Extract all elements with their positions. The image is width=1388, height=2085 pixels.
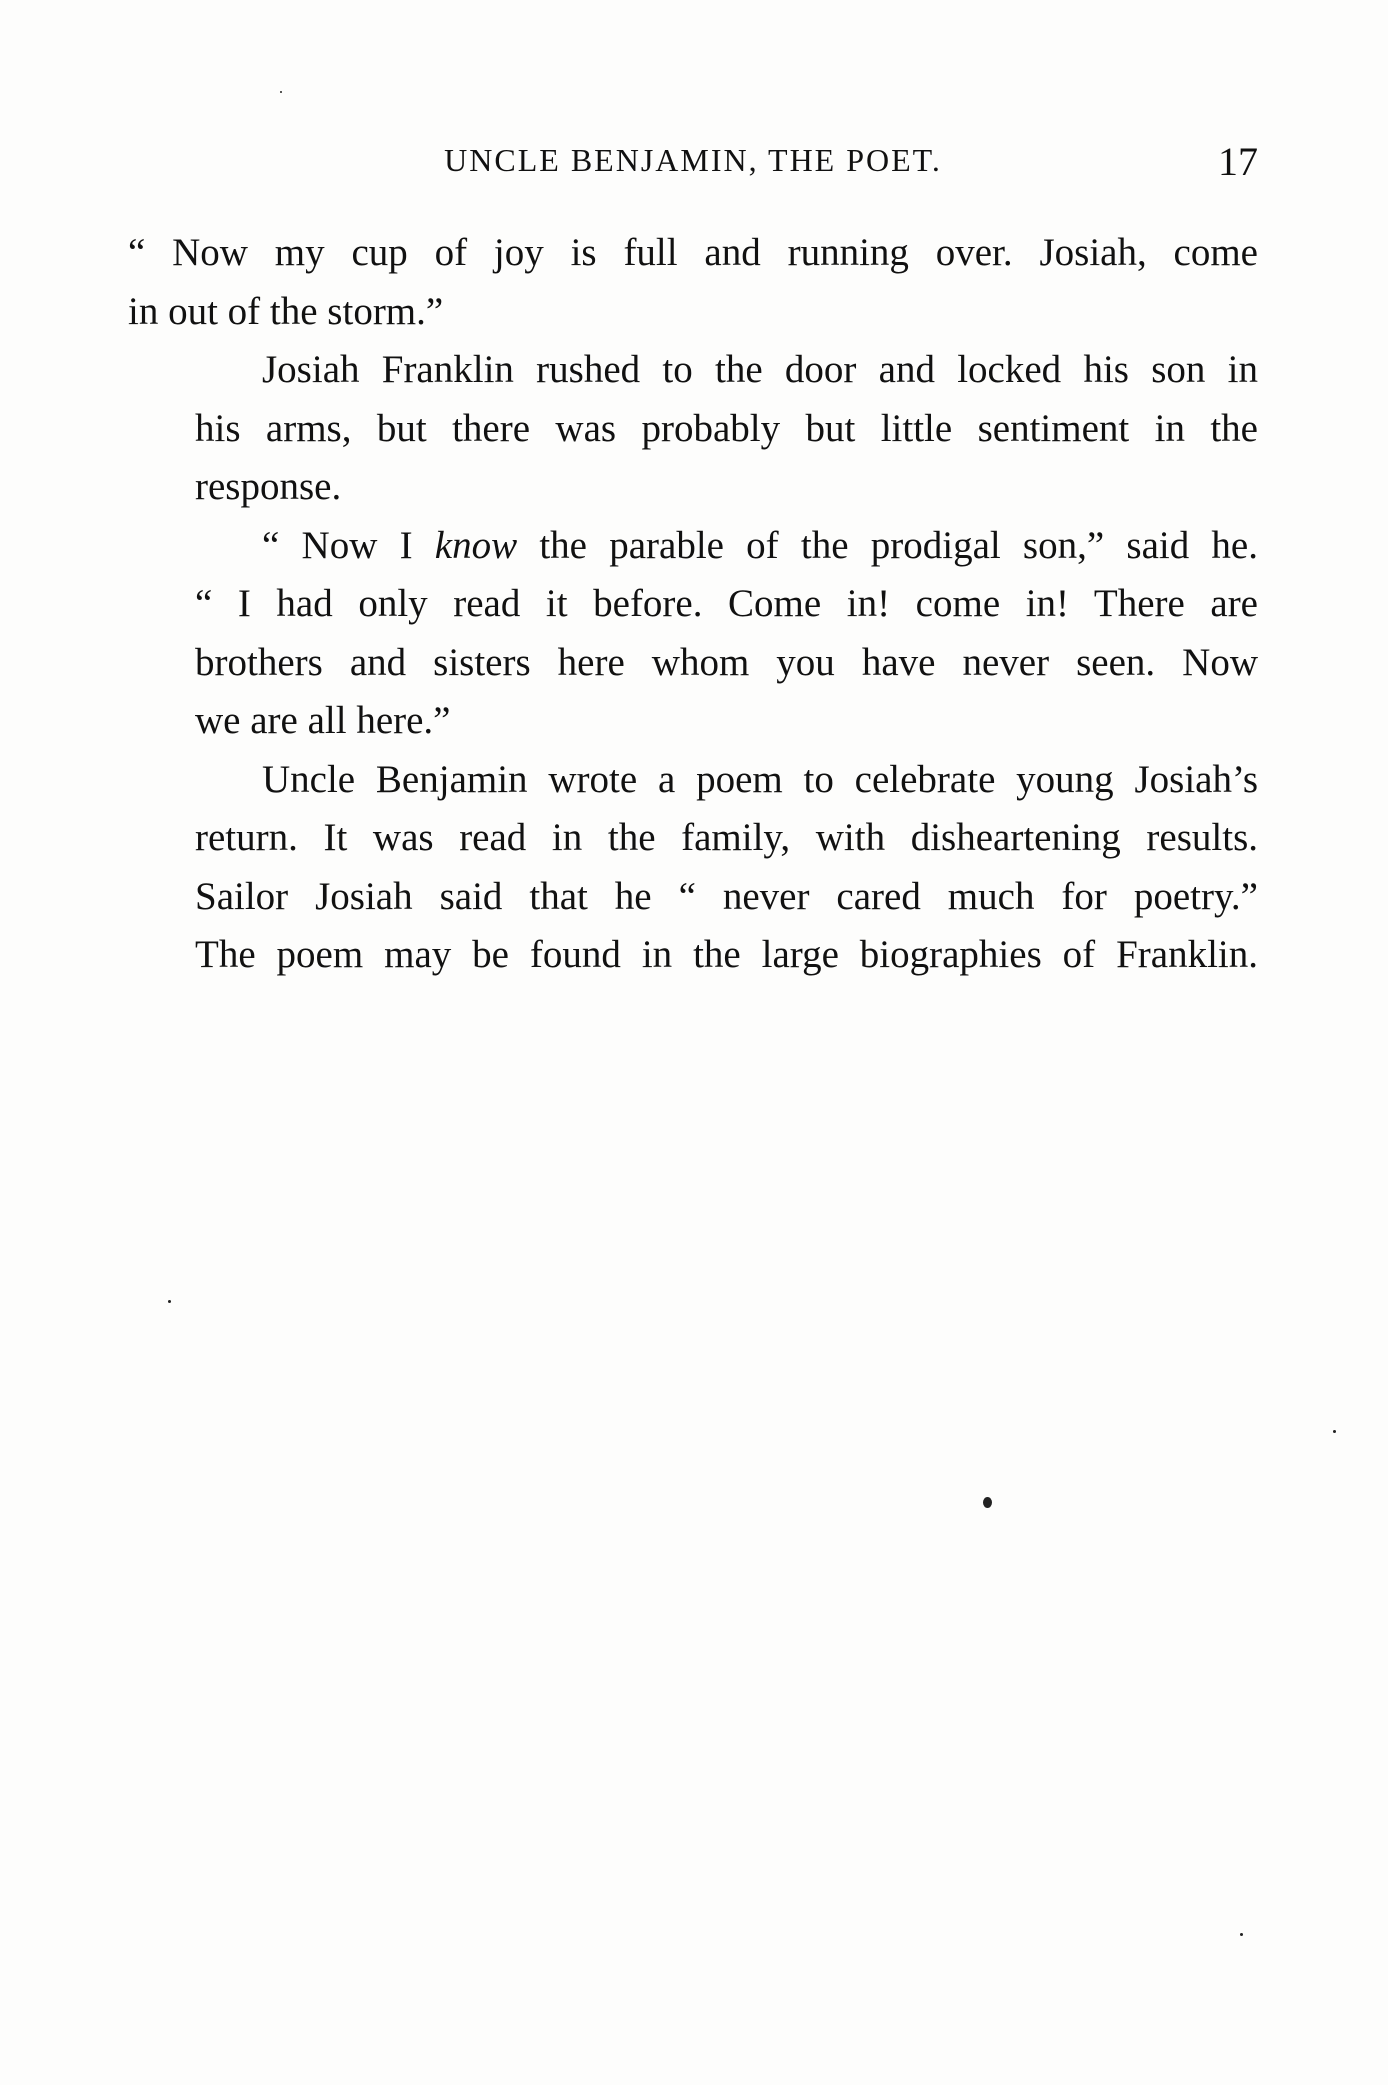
paragraph-2	[128, 341, 1258, 517]
ink-speck	[280, 91, 282, 93]
text-line: brothers and sisters here whom you have never seen. Now	[195, 640, 1258, 684]
italic-word: know	[434, 523, 518, 567]
text-line	[128, 517, 1258, 576]
page-number: 17	[1218, 139, 1258, 184]
text-line: response.	[195, 465, 342, 508]
ink-speck	[983, 1497, 992, 1508]
ink-speck	[168, 1300, 171, 1303]
text-line: his arms, but there was probably but little sentiment in the	[195, 406, 1258, 450]
ink-speck	[1333, 1430, 1336, 1433]
text-segment: “ Now I	[262, 523, 435, 567]
text-segment: the parable of the prodigal son,” said he.	[517, 523, 1258, 567]
ink-speck	[1240, 1933, 1243, 1936]
text-line: Sailor Josiah said that he “ never cared much for poetry.”	[195, 874, 1258, 918]
text-line: return. It was read in the family, with disheartening results.	[195, 816, 1258, 859]
paragraph-4	[128, 751, 1258, 985]
text-line: Josiah Franklin rushed to the door and locked his son in	[262, 348, 1258, 391]
text-line: we are all here.”	[195, 699, 451, 742]
paragraph-3	[128, 517, 1258, 751]
paragraph-1	[128, 224, 1258, 341]
body-text	[128, 224, 1258, 985]
text-line: “ I had only read it before. Come in! come in! There are	[195, 582, 1258, 625]
running-title: UNCLE BENJAMIN, THE POET.	[444, 142, 942, 178]
text-line: “ Now my cup of joy is full and running over. Josiah, come	[128, 231, 1258, 274]
text-line: The poem may be found in the large biographies of Franklin.	[195, 933, 1258, 976]
running-head	[128, 138, 1258, 198]
text-line: Uncle Benjamin wrote a poem to celebrate young Josiah’s	[262, 757, 1258, 801]
text-line: in out of the storm.”	[128, 289, 444, 333]
